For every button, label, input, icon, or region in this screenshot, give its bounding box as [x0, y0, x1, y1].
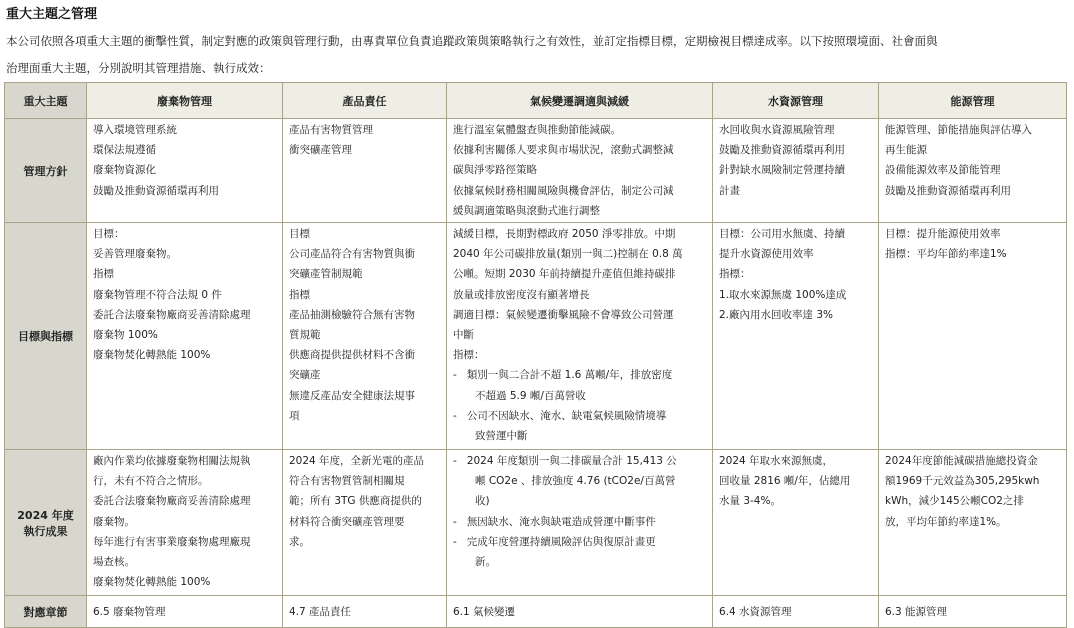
list-item: - 完成年度營運持續風險評估與復原計畫更	[453, 535, 656, 548]
table-cell-climate: 進行溫室氣體盤查與推動節能減碳。 依據利害關係人要求與市場狀況，滾動式調整減 碳與淨零路徑策略 依據氣候財務相關風險與機會評估，制定公司減 緩與調適策略與滾動式進行調整	[447, 119, 713, 223]
intro-line: 治理面重大主題，分別說明其管理措施、執行成效：	[6, 61, 271, 75]
header-cell-water: 水資源管理	[713, 83, 879, 119]
table-row	[5, 596, 1067, 628]
intro-paragraph	[6, 28, 1072, 82]
list-item: - 類別一與二合計不超 1.6 萬噸/年，排放密度	[453, 369, 673, 382]
table-cell-climate: 減緩目標，長期對標政府 2050 淨零排放。中期 2040 年公司碳排放量(類別一與二)控制在 0.8 萬 公噸。短期 2030 年前持續提升產值但維持碳排 放量或排放密度沒有顯著增長 調適目標：氣候變遷衝擊風險不會導致公司營運 中斷 指標： - 類別一與二合計不超 1.6 萬噸/年，排放密度 不超過 5.9 噸/百萬營收 - 公司不因缺水、淹水、缺電氣候風險情境導 致營運中斷	[447, 223, 713, 450]
table-cell-product: 4.7 產品責任	[283, 596, 447, 628]
list-item: - 2024 年度類別一與二排碳量合計 15,413 公	[453, 455, 677, 468]
table-cell-energy: 能源管理、節能措施與評估導入 再生能源 設備能源效率及節能管理 鼓勵及推動資源循環再利用	[879, 119, 1067, 223]
table-cell-water: 目標：公司用水無虞、持續 提升水資源使用效率 指標： 1.取水來源無虞 100%達成 2.廠內用水回收率達 3%	[713, 223, 879, 450]
table-cell-waste: 廠內作業均依據廢棄物相關法規執 行，未有不符合之情形。 委託合法廢棄物廠商妥善清除處理 廢棄物。 每年進行有害事業廢棄物處理廠現 場查核。 廢棄物焚化轉熱能 100%	[87, 450, 283, 596]
table-cell-waste: 目標： 妥善管理廢棄物。 指標 廢棄物管理不符合法規 0 件 委託合法廢棄物廠商妥善清除處理 廢棄物 100% 廢棄物焚化轉熱能 100%	[87, 223, 283, 450]
header-cell-topic: 重大主題	[5, 83, 87, 119]
table-row	[5, 450, 1067, 596]
table-cell-energy: 6.3 能源管理	[879, 596, 1067, 628]
material-topics-table	[4, 82, 1067, 628]
row-label: 目標與指標	[5, 223, 87, 450]
table-cell-product: 2024 年度，全新光電的產品 符合有害物質管制相關規 範；所有 3TG 供應商提供的 材料符合衝突礦產管理要 求。	[283, 450, 447, 596]
table-cell-water: 水回收與水資源風險管理 鼓勵及推動資源循環再利用 針對缺水風險制定營運持續 計畫	[713, 119, 879, 223]
header-cell-waste: 廢棄物管理	[87, 83, 283, 119]
table-row	[5, 119, 1067, 223]
table-row	[5, 223, 1067, 450]
list-item: - 公司不因缺水、淹水、缺電氣候風險情境導	[453, 409, 667, 422]
table-cell-product: 產品有害物質管理 衝突礦產管理	[283, 119, 447, 223]
table-cell-water: 2024 年取水來源無虞， 回收量 2816 噸/年，佔總用 水量 3-4%。	[713, 450, 879, 596]
table-cell-product: 目標 公司產品符合有害物質與衝 突礦產管制規範 指標 產品抽測檢驗符合無有害物 質規範 供應商提供提供材料不含衝 突礦產 無違反產品安全健康法規事 項	[283, 223, 447, 450]
header-cell-energy: 能源管理	[879, 83, 1067, 119]
table-cell-waste: 6.5 廢棄物管理	[87, 596, 283, 628]
table-cell-energy: 2024年度節能減碳措施總投資金 額1969千元效益為305,295kwh kWh，減少145公噸CO2之排 放，平均年節約率達1%。	[879, 450, 1067, 596]
row-label: 管理方針	[5, 119, 87, 223]
table-cell-climate: 6.1 氣候變遷	[447, 596, 713, 628]
table-cell-water: 6.4 水資源管理	[713, 596, 879, 628]
list-item: - 無因缺水、淹水與缺電造成營運中斷事件	[453, 515, 656, 528]
header-row	[5, 83, 1067, 119]
table-cell-waste: 導入環境管理系統 環保法規遵循 廢棄物資源化 鼓勵及推動資源循環再利用	[87, 119, 283, 223]
table-cell-climate: - 2024 年度類別一與二排碳量合計 15,413 公 噸 CO2e 、排放強度 4.76 (tCO2e/百萬營 收) - 無因缺水、淹水與缺電造成營運中斷事件 - 完成年度營運持續風險評估與復原計畫更 新。	[447, 450, 713, 596]
row-label: 2024 年度 執行成果	[5, 450, 87, 596]
row-label: 對應章節	[5, 596, 87, 628]
header-cell-climate: 氣候變遷調適與減緩	[447, 83, 713, 119]
intro-line: 本公司依照各項重大主題的衝擊性質，制定對應的政策與管理行動，由專責單位負責追蹤政策與策略執行之有效性，並訂定指標目標，定期檢視目標達成率。以下按照環境面、社會面與	[6, 34, 938, 48]
page-title: 重大主題之管理	[6, 7, 98, 22]
header-cell-product: 產品責任	[283, 83, 447, 119]
table-cell-energy: 目標：提升能源使用效率 指標：平均年節約率達1%	[879, 223, 1067, 450]
